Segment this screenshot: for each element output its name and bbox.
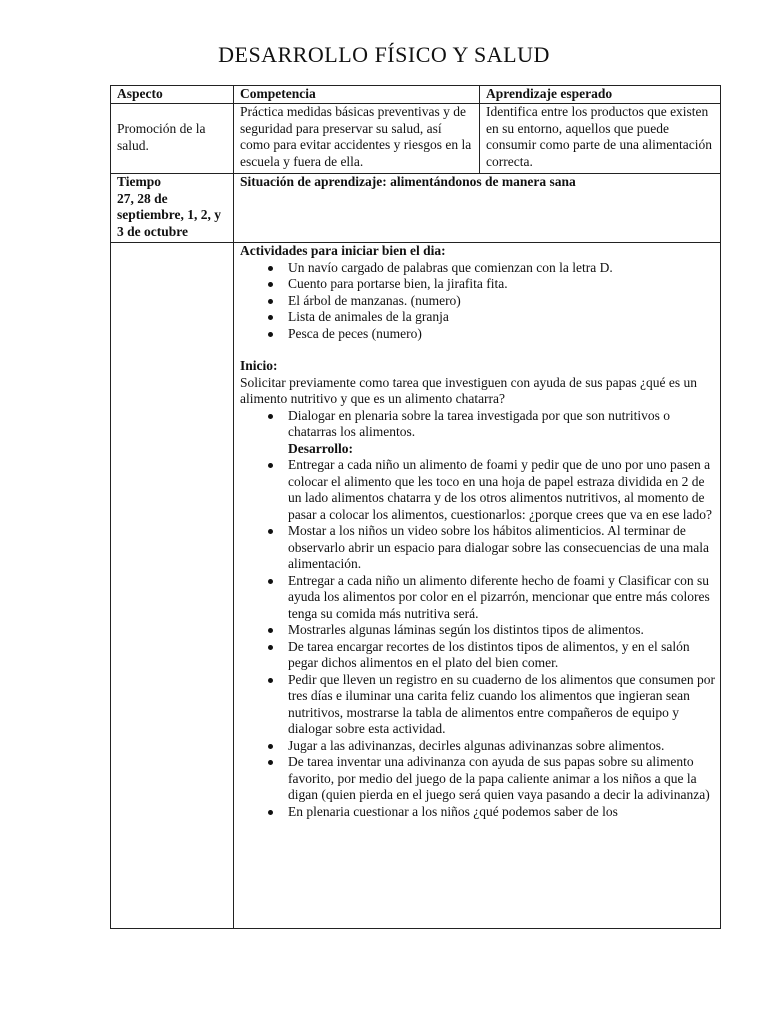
situacion-cell: Situación de aprendizaje: alimentándonos de manera sana xyxy=(234,174,721,243)
desarrollo-title: Desarrollo: xyxy=(288,440,353,456)
list-item: Pesca de peces (numero) xyxy=(268,326,716,343)
list-item: El árbol de manzanas. (numero) xyxy=(268,293,716,310)
planning-table xyxy=(110,85,721,929)
page-title: DESARROLLO FÍSICO Y SALUD xyxy=(218,42,550,67)
inicio-list xyxy=(240,408,716,441)
actividades-title: Actividades para iniciar bien el dia: xyxy=(240,243,446,258)
actividades-list xyxy=(240,260,716,343)
competencia-cell: Práctica medidas básicas preventivas y de seguridad para preservar su salud, así como para evitar accidentes y riesgos en la escuela y fuera de ella. xyxy=(234,104,480,174)
aspecto-cell xyxy=(111,104,234,174)
list-item: Entregar a cada niño un alimento de foami y pedir que de uno por uno pasen a colocar el alimento que les toco en una hoja de papel estraza dividida en 2 de un lado alimentos chatarra y de los otros alimentos nutritivos, al momento de pasar a colocar los alimentos, cuestionarlos: ¿porque crees que va en ese lado? xyxy=(268,457,716,523)
header-competencia: Competencia xyxy=(234,86,480,104)
aprendizaje-cell: Identifica entre los productos que existen en su entorno, aquellos que puede consumir como parte de una alimentación correcta. xyxy=(480,104,721,174)
list-item: Lista de animales de la granja xyxy=(268,309,716,326)
table-header-row xyxy=(111,86,721,104)
desarrollo-list xyxy=(240,457,716,820)
list-item: De tarea encargar recortes de los distintos tipos de alimentos, y en el salón pegar dichos alimentos en el plato del bien comer. xyxy=(268,639,716,672)
header-aprendizaje: Aprendizaje esperado xyxy=(480,86,721,104)
list-item: Un navío cargado de palabras que comienzan con la letra D. xyxy=(268,260,716,277)
inicio-text: Solicitar previamente como tarea que investiguen con ayuda de sus papas ¿qué es un alimento nutritivo y que es un alimento chatarra? xyxy=(240,374,697,406)
inicio-title: Inicio: xyxy=(240,358,278,373)
empty-cell xyxy=(111,243,234,929)
table-row xyxy=(111,104,721,174)
table-row xyxy=(111,243,721,929)
list-item: Cuento para portarse bien, la jirafita fita. xyxy=(268,276,716,293)
table-row xyxy=(111,174,721,243)
list-item: Jugar a las adivinanzas, decirles algunas adivinanzas sobre alimentos. xyxy=(268,738,716,755)
list-item: Dialogar en plenaria sobre la tarea investigada por que son nutritivos o chatarras los alimentos. xyxy=(268,408,716,441)
list-item: Mostrarles algunas láminas según los distintos tipos de alimentos. xyxy=(268,622,716,639)
list-item: Entregar a cada niño un alimento diferente hecho de foami y Clasificar con su ayuda los alimentos por color en el pizarrón, mencionar que entre más colores tenga su comida más nutritiva será. xyxy=(268,573,716,623)
tiempo-cell xyxy=(111,174,234,243)
aspecto-text: Promoción de la salud. xyxy=(117,121,206,153)
header-aspecto: Aspecto xyxy=(111,86,234,104)
list-item: De tarea inventar una adivinanza con ayuda de sus papas sobre su alimento favorito, por medio del juego de la papa caliente animar a los niños a que la digan (quien pierda en el juego será quien vaya pasando a decir la adivinanza) xyxy=(268,754,716,804)
list-item: En plenaria cuestionar a los niños ¿qué podemos saber de los xyxy=(268,804,716,821)
actividades-cell xyxy=(234,243,721,929)
list-item: Pedir que lleven un registro en su cuaderno de los alimentos que consumen por tres días e iluminar una carita feliz cuando los alimentos que ingieran sean nutritivos, mostrarse la tabla de alimentos entre compañeros de equipo y dialogar sobre esta actividad. xyxy=(268,672,716,738)
list-item: Mostar a los niños un video sobre los hábitos alimenticios. Al terminar de observarlo abrir un espacio para dialogar sobre las consecuencias de una mala alimentación. xyxy=(268,523,716,573)
tiempo-dates: 27, 28 de septiembre, 1, 2, y 3 de octubre xyxy=(117,190,221,239)
tiempo-label: Tiempo xyxy=(117,174,162,189)
